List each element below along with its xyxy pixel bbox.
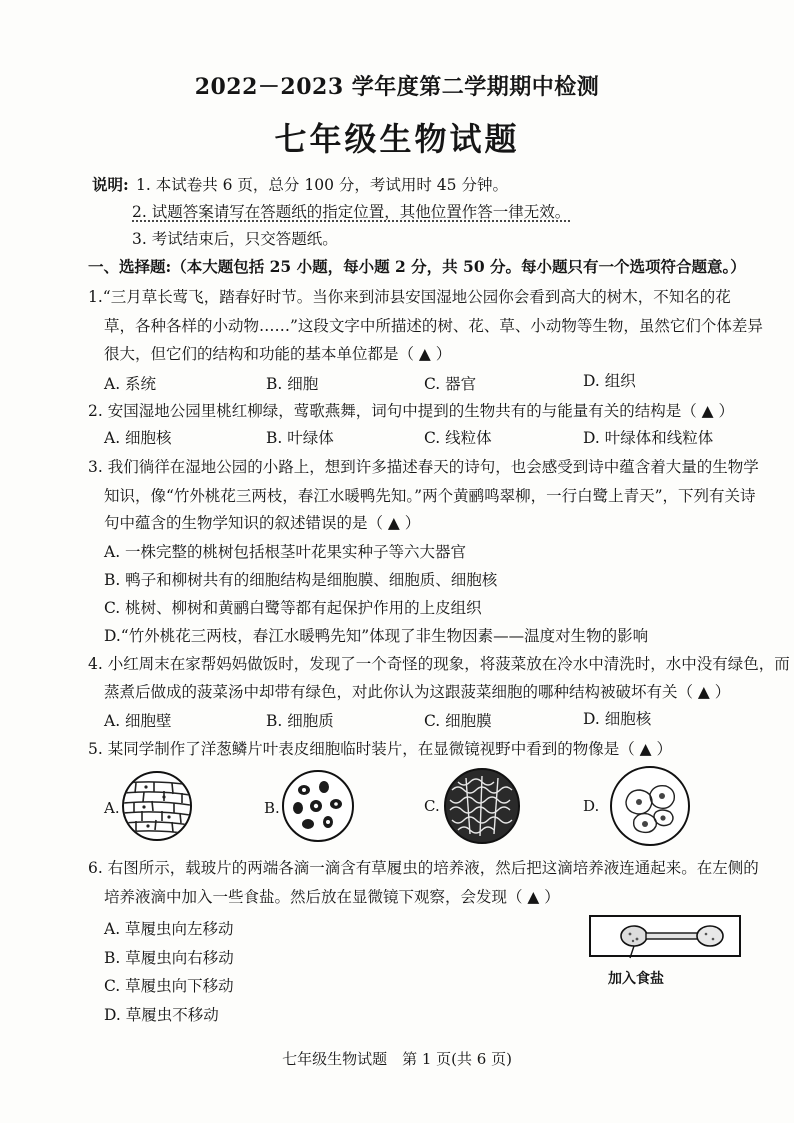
q6-option-d: D. 草履虫不移动 <box>104 1006 219 1024</box>
q1-line-3: 很大，但它们的结构和功能的基本单位都是（ ▲ ） <box>104 345 452 363</box>
q3-option-c: C. 桃树、柳树和黄鹂白鹭等都有起保护作用的上皮组织 <box>104 599 482 617</box>
q5-image-a <box>122 771 192 841</box>
q5-image-b <box>282 770 354 842</box>
q2-line-1: 2. 安国湿地公园里桃红柳绿，莺歌燕舞，词句中提到的生物共有的与能量有关的结构是（ ▲ ） <box>88 402 734 420</box>
q6-line-1: 6. 右图所示，载玻片的两端各滴一滴含有草履虫的培养液，然后把这滴培养液连通起来。在左侧的 <box>88 859 759 877</box>
q5-option-c: C. <box>424 797 440 815</box>
q5-line-1: 5. 某同学制作了洋葱鳞片叶表皮细胞临时装片，在显微镜视野中看到的物像是（ ▲ ） <box>88 740 672 758</box>
note-item-1: 1. 本试卷共 6 页，总分 100 分，考试用时 45 分钟。 <box>136 176 508 194</box>
blood-cells-icon <box>284 772 352 840</box>
q4-option-a: A. 细胞壁 <box>104 712 172 730</box>
q1-option-b: B. 细胞 <box>266 375 319 393</box>
q4-option-c: C. 细胞膜 <box>424 712 492 730</box>
q6-option-a: A. 草履虫向左移动 <box>104 920 234 938</box>
dense-cells-icon <box>446 770 518 842</box>
note-item-3: 3. 考试结束后，只交答题纸。 <box>132 230 338 248</box>
notes-prefix: 说明: <box>92 175 129 194</box>
q6-figure-caption: 加入食盐 <box>608 971 664 987</box>
q3-option-a: A. 一株完整的桃树包括根茎叶花果实种子等六大器官 <box>104 543 467 561</box>
q3-option-d: D.“竹外桃花三两枝，春江水暖鸭先知”体现了非生物因素——温度对生物的影响 <box>104 627 649 645</box>
q5-image-d <box>610 766 690 846</box>
q1-option-d: D. 组织 <box>583 372 636 390</box>
q6-option-c: C. 草履虫向下移动 <box>104 977 234 995</box>
q5-image-c <box>444 768 520 844</box>
q4-line-1: 4. 小红周末在家帮妈妈做饭时，发现了一个奇怪的现象，将菠菜放在冷水中清洗时，水中没有绿色，而 <box>88 655 790 673</box>
cheek-cells-icon <box>612 768 688 844</box>
q4-option-b: B. 细胞质 <box>266 712 334 730</box>
onion-cells-brick-icon <box>124 773 190 839</box>
q3-line-3: 句中蕴含的生物学知识的叙述错误的是（ ▲ ） <box>104 514 421 532</box>
q5-option-a: A. <box>104 799 120 817</box>
q5-option-b: B. <box>264 799 280 817</box>
q1-line-2: 草，各种各样的小动物……”这段文字中所描述的树、花、草、小动物等生物，虽然它们个体差异 <box>104 317 763 335</box>
q4-option-d: D. 细胞核 <box>583 710 652 728</box>
q2-option-c: C. 线粒体 <box>424 429 492 447</box>
q3-line-1: 3. 我们徜徉在湿地公园的小路上，想到许多描述春天的诗句，也会感受到诗中蕴含着大量的生物学 <box>88 458 759 476</box>
q1-line-1: 1.“三月草长莺飞，踏春好时节。当你来到沛县安国湿地公园你会看到高大的树木，不知名的花 <box>88 288 731 306</box>
q6-slide-figure <box>588 914 744 960</box>
q1-option-c: C. 器官 <box>424 375 477 393</box>
section-heading: 一、选择题:（本大题包括 25 小题，每小题 2 分，共 50 分。每小题只有一个选项符合题意。） <box>88 257 746 276</box>
q2-option-b: B. 叶绿体 <box>266 429 334 447</box>
exam-title: 2022－2023 学年度第二学期期中检测 <box>194 74 600 100</box>
q5-option-d: D. <box>583 797 600 815</box>
q3-line-2: 知识，像“竹外桃花三两枝，春江水暖鸭先知。”两个黄鹂鸣翠柳，一行白鹭上青天”，下列有关诗 <box>104 487 756 505</box>
q4-line-2: 蒸煮后做成的菠菜汤中却带有绿色，对此你认为这跟菠菜细胞的哪种结构被破坏有关（ ▲ ） <box>104 683 731 701</box>
q3-option-b: B. 鸭子和柳树共有的细胞结构是细胞膜、细胞质、细胞核 <box>104 571 498 589</box>
q6-line-2: 培养液滴中加入一些食盐。然后放在显微镜下观察，会发现（ ▲ ） <box>104 888 560 906</box>
q1-option-a: A. 系统 <box>104 375 157 393</box>
q2-option-a: A. 细胞核 <box>104 429 172 447</box>
page-footer: 七年级生物试题 第 1 页(共 6 页) <box>282 1050 512 1068</box>
q6-option-b: B. 草履虫向右移动 <box>104 949 234 967</box>
q2-option-d: D. 叶绿体和线粒体 <box>583 429 714 447</box>
exam-subject-title: 七年级生物试题 <box>274 120 520 158</box>
note-item-2: 2. 试题答案请写在答题纸的指定位置，其他位置作答一律无效。 <box>132 203 571 221</box>
slide-with-drops-icon <box>588 914 744 960</box>
